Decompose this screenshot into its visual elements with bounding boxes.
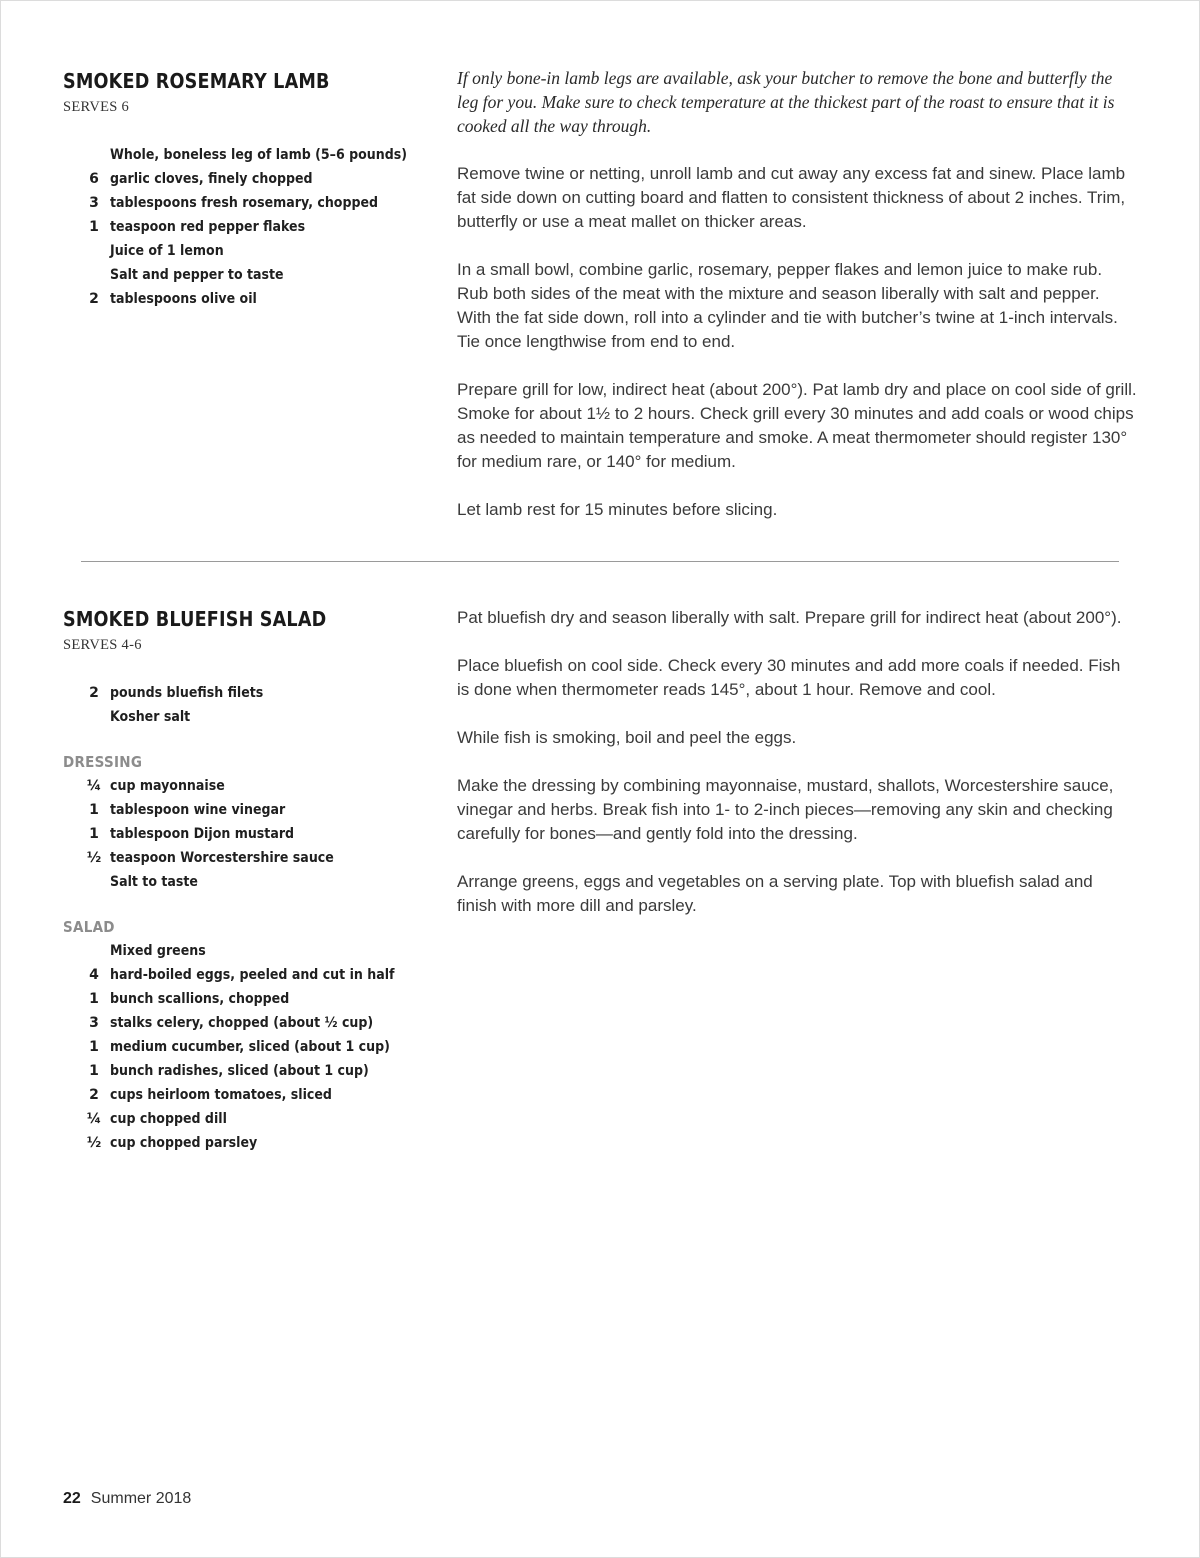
lamb-ingredients-column [63,66,433,311]
dressing-subhead: DRESSING [63,753,143,771]
ingredient-item [63,1083,433,1107]
section-divider [81,561,1119,562]
ingredient-item [63,774,433,798]
ingredient-quantity: 1 [89,991,99,1007]
ingredient-item [63,1035,433,1059]
ingredient-item [63,1011,433,1035]
ingredient-name: Salt to taste [110,874,198,890]
ingredient-item [63,263,433,287]
ingredient-name: Mixed greens [110,943,206,959]
recipe-title: SMOKED ROSEMARY LAMB [63,69,330,93]
ingredient-item [63,798,433,822]
ingredient-quantity: 1 [89,1063,99,1079]
ingredient-name: stalks celery, chopped (about ½ cup) [110,1015,374,1031]
bluefish-instructions-column [457,606,1137,942]
ingredient-quantity: 1 [89,802,99,818]
ingredient-name: Whole, boneless leg of lamb (5–6 pounds) [110,147,408,163]
recipe-title: SMOKED BLUEFISH SALAD [63,607,327,631]
ingredient-list [63,681,433,729]
ingredient-item [63,681,433,705]
ingredient-quantity: 1 [89,826,99,842]
instruction-step: Prepare grill for low, indirect heat (about 200°). Pat lamb dry and place on cool side of grill. Smoke for about 1½ to 2 hours. Check grill every 30 minutes and add coals or wood chips as needed to maintain temperature and smoke. A meat thermometer should register 130° for medium rare, or 140° for medium. [457,380,1137,471]
ingredient-item [63,987,433,1011]
ingredient-name: Salt and pepper to taste [110,267,284,283]
ingredient-name: teaspoon Worcestershire sauce [110,850,334,866]
ingredient-quantity: 3 [89,1015,99,1031]
dressing-ingredient-list [63,774,433,894]
ingredient-item [63,1131,433,1155]
ingredient-name: cup chopped parsley [110,1135,258,1151]
ingredient-name: bunch radishes, sliced (about 1 cup) [110,1063,369,1079]
ingredient-item [63,1107,433,1131]
ingredient-name: bunch scallions, chopped [110,991,290,1007]
ingredient-name: tablespoons olive oil [110,291,257,307]
ingredient-quantity: ¼ [86,778,102,794]
ingredient-name: tablespoons fresh rosemary, chopped [110,195,379,211]
ingredient-quantity: 2 [89,1087,99,1103]
ingredient-item [63,143,433,167]
instruction-step: Make the dressing by combining mayonnaise, mustard, shallots, Worcestershire sauce, vinegar and herbs. Break fish into 1- to 2-inch pieces—removing any skin and checking carefully for bones—and gently fold into the dressing. [457,776,1114,843]
ingredient-name: hard-boiled eggs, peeled and cut in half [110,967,395,983]
ingredient-quantity: ¼ [86,1111,102,1127]
instruction-step: Arrange greens, eggs and vegetables on a serving plate. Top with bluefish salad and finish with more dill and parsley. [457,872,1093,915]
ingredient-name: cup mayonnaise [110,778,225,794]
ingredient-quantity: 6 [89,171,99,187]
bluefish-ingredients-column [63,604,433,1155]
ingredient-name: cups heirloom tomatoes, sliced [110,1087,332,1103]
ingredient-quantity: 2 [89,291,99,307]
ingredient-item [63,191,433,215]
instruction-step: Let lamb rest for 15 minutes before slicing. [457,500,778,519]
lamb-instructions-column [457,66,1137,546]
ingredient-quantity: 4 [89,967,99,983]
salad-ingredient-list [63,939,433,1155]
page-footer [63,1487,191,1511]
ingredient-name: Juice of 1 lemon [110,243,224,259]
serves-count: SERVES 6 [63,99,130,115]
salad-subhead: SALAD [63,918,115,936]
instruction-step: Pat bluefish dry and season liberally with salt. Prepare grill for indirect heat (about 200°). [457,608,1122,627]
issue-label: Summer 2018 [90,1490,192,1507]
ingredient-name: medium cucumber, sliced (about 1 cup) [110,1039,390,1055]
ingredient-item [63,870,433,894]
ingredient-quantity: 3 [89,195,99,211]
ingredient-quantity: 1 [89,219,99,235]
ingredient-name: teaspoon red pepper flakes [110,219,306,235]
instruction-step: While fish is smoking, boil and peel the eggs. [457,728,797,747]
ingredient-name: pounds bluefish filets [110,685,264,701]
ingredient-quantity: ½ [86,850,102,866]
ingredient-list [63,143,433,311]
ingredient-item [63,963,433,987]
ingredient-item [63,287,433,311]
instruction-step: In a small bowl, combine garlic, rosemary, pepper flakes and lemon juice to make rub. Rub both sides of the meat with the mixture and season liberally with salt and pepper. With the fat side down, roll into a cylinder and tie with butcher’s twine at 1-inch intervals. Tie once lengthwise from end to end. [457,260,1118,351]
ingredient-name: cup chopped dill [110,1111,227,1127]
ingredient-item [63,822,433,846]
recipe-note: If only bone-in lamb legs are available, ask your butcher to remove the bone and butterfly the leg for you. Make sure to check temperature at the thickest part of the roast to ensure that it is cooked all the way through. [457,68,1115,136]
ingredient-item [63,215,433,239]
ingredient-item [63,167,433,191]
instruction-step: Place bluefish on cool side. Check every 30 minutes and add more coals if needed. Fish is done when thermometer reads 145°, about 1 hour. Remove and cool. [457,656,1121,699]
ingredient-name: garlic cloves, finely chopped [110,171,313,187]
ingredient-name: tablespoon Dijon mustard [110,826,295,842]
ingredient-quantity: 2 [89,685,99,701]
ingredient-name: Kosher salt [110,709,191,725]
ingredient-quantity: 1 [89,1039,99,1055]
instruction-step: Remove twine or netting, unroll lamb and cut away any excess fat and sinew. Place lamb fat side down on cutting board and flatten to consistent thickness of about 2 inches. Trim, butterfly or use a meat mallet on thicker areas. [457,164,1126,231]
ingredient-item [63,239,433,263]
ingredient-item [63,1059,433,1083]
ingredient-quantity: ½ [86,1135,102,1151]
ingredient-name: tablespoon wine vinegar [110,802,286,818]
page-number: 22 [63,1490,81,1507]
serves-count: SERVES 4-6 [63,637,142,653]
ingredient-item [63,705,433,729]
ingredient-item [63,939,433,963]
ingredient-item [63,846,433,870]
